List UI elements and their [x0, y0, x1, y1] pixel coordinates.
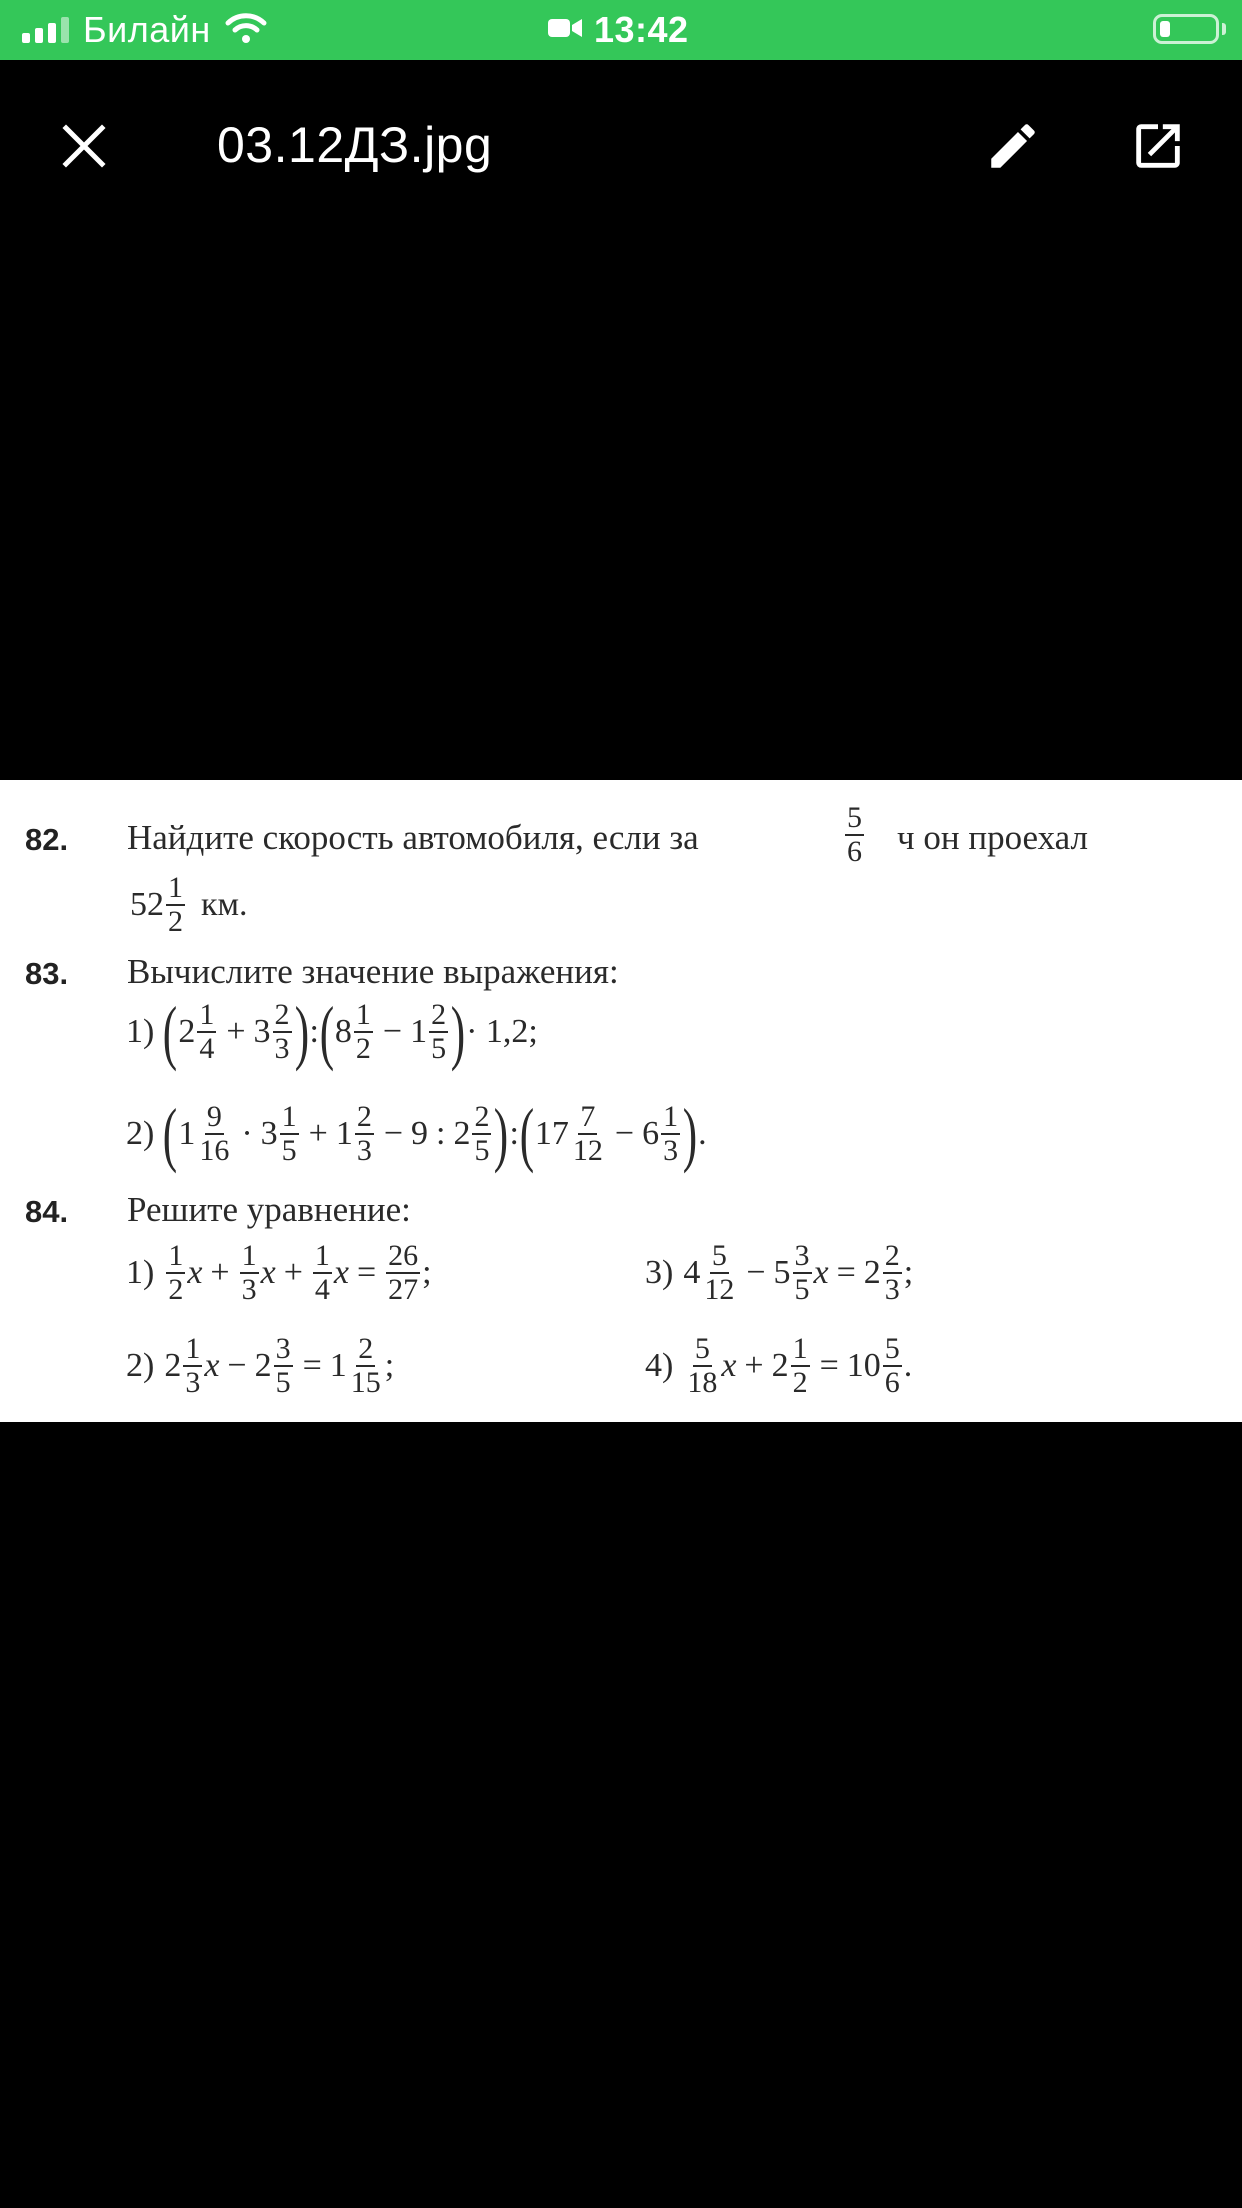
expr-end: . [698, 1115, 707, 1152]
problem-82-line1 [127, 818, 699, 858]
frac-den: 5 [281, 1134, 297, 1167]
frac-num: 1 [354, 999, 373, 1033]
open-external-icon [1129, 117, 1187, 175]
variable-x: x [204, 1347, 220, 1385]
number: 9 [411, 1115, 429, 1152]
file-title: 03.12ДЗ.jpg [217, 117, 493, 173]
frac-den: 3 [663, 1134, 679, 1167]
mixed-whole: 6 [642, 1115, 660, 1152]
operator: = [356, 1254, 377, 1292]
frac-den: 2 [168, 905, 183, 939]
frac-num: 1 [166, 1240, 185, 1274]
mixed-whole: 1 [178, 1115, 196, 1152]
operator: + [210, 1254, 230, 1292]
eq-label: 3) [645, 1254, 674, 1292]
frac-num: 1 [791, 1333, 810, 1367]
image-viewer-content[interactable] [0, 780, 1242, 1422]
operator: − [383, 1115, 404, 1152]
mixed-whole: 1 [335, 1115, 353, 1152]
problem-number-83: 83. [25, 956, 69, 991]
operator: + [283, 1254, 303, 1292]
frac-num: 3 [793, 1240, 812, 1274]
eq-end: . [903, 1347, 913, 1385]
problem-84-equation-3 [645, 1240, 913, 1307]
operator: = [836, 1254, 856, 1292]
mixed-whole: 1 [410, 1013, 428, 1050]
problem-83-prompt: Вычислите значение выражения: [127, 952, 619, 991]
frac-den: 15 [350, 1366, 381, 1400]
operator: + [226, 1013, 246, 1050]
frac-num: 1 [240, 1240, 259, 1274]
close-icon [62, 124, 106, 168]
variable-x: x [187, 1254, 203, 1292]
operator: : [436, 1115, 446, 1152]
frac-den: 4 [199, 1032, 215, 1065]
edit-button[interactable] [975, 108, 1051, 184]
frac-den: 4 [314, 1273, 330, 1307]
frac-num: 1 [313, 1240, 332, 1274]
problem-number-84: 84. [25, 1194, 69, 1229]
frac-num: 7 [578, 1101, 597, 1135]
mixed-whole: 4 [683, 1254, 701, 1292]
frac-num: 26 [386, 1240, 420, 1274]
mixed-whole: 2 [771, 1347, 789, 1385]
frac-den: 3 [356, 1134, 372, 1167]
problem-83-expression-2: 2) ( 1 $\frac{9}{16}$ · 3 $\frac{1}{5}$ + 1 $\frac{2}{3}$ − 9 : 2 $\frac{2}{5}$ ) : ( 17 $\frac{7}{12}$ − 6 $\frac{1}{3}$ ) . [126, 1094, 707, 1174]
operator: : [509, 1115, 519, 1152]
battery-level [1160, 21, 1170, 37]
problem-82-time-fraction [843, 802, 866, 869]
frac-den: 2 [355, 1032, 371, 1065]
status-bar [0, 0, 1242, 60]
problem-82-distance [130, 872, 248, 939]
frac-den: 5 [474, 1134, 490, 1167]
status-center [548, 10, 689, 50]
frac-den: 12 [704, 1273, 735, 1307]
operator: = [819, 1347, 839, 1385]
battery-icon [1153, 14, 1219, 44]
mixed-whole: 2 [453, 1115, 471, 1152]
frac-num: 1 [661, 1101, 680, 1135]
mixed-whole: 3 [260, 1115, 278, 1152]
open-external-button[interactable] [1120, 108, 1196, 184]
frac-num: 2 [273, 999, 292, 1033]
problem-83-expression-1: 1) ( 2 $\frac{1}{4}$ + 3 $\frac{2}{3}$ ) : ( 8 $\frac{1}{2}$ − 1 $\frac{2}{5}$ ) · 1,2; [126, 992, 538, 1072]
mixed-whole: 2 [178, 1013, 196, 1050]
problem-82-text: Найдите скорость автомобиля, если за [127, 818, 699, 857]
frac-num: 1 [183, 1333, 202, 1367]
frac-den: 27 [388, 1273, 419, 1307]
frac-den: 3 [241, 1273, 257, 1307]
frac-num: 5 [710, 1240, 729, 1274]
frac-den: 18 [687, 1366, 718, 1400]
viewer-toolbar [0, 60, 1242, 228]
frac-num: 9 [205, 1101, 224, 1135]
frac-den: 3 [884, 1273, 900, 1307]
frac-num: 1 [166, 872, 185, 906]
frac-den: 16 [199, 1134, 230, 1167]
close-button[interactable] [48, 110, 120, 182]
frac-num: 1 [197, 999, 216, 1033]
problem-84-equation-2 [126, 1333, 394, 1400]
variable-x: x [721, 1347, 737, 1385]
frac-den: 2 [168, 1273, 184, 1307]
operator: · [241, 1115, 253, 1152]
frac-num: 1 [280, 1101, 299, 1135]
eq-end: ; [422, 1254, 432, 1292]
eq-label: 4) [645, 1347, 674, 1385]
status-time: 13:42 [594, 9, 689, 50]
eq-end: ; [384, 1347, 395, 1385]
frac-num: 5 [693, 1333, 712, 1367]
mixed-whole: 2 [254, 1347, 272, 1385]
eq-label: 2) [126, 1347, 155, 1385]
operator: = [302, 1347, 322, 1385]
frac-den: 5 [275, 1366, 291, 1400]
signal-icon [22, 17, 69, 43]
distance-unit: км. [201, 886, 248, 924]
frac-den: 3 [185, 1366, 201, 1400]
operator: − [227, 1347, 247, 1385]
battery-tip [1222, 23, 1226, 35]
variable-x: x [333, 1254, 349, 1292]
wifi-icon [225, 12, 267, 49]
variable-x: x [260, 1254, 276, 1292]
problem-82-text-after: ч он проехал [897, 818, 1088, 857]
problem-84-equation-4 [645, 1333, 912, 1400]
frac-den: 6 [884, 1366, 900, 1400]
operator: − [382, 1013, 403, 1050]
mixed-whole: 5 [773, 1254, 791, 1292]
expr-label: 2) [126, 1115, 155, 1152]
mixed-whole: 8 [334, 1013, 352, 1050]
frac-den: 2 [792, 1366, 808, 1400]
operator: : [309, 1013, 319, 1050]
variable-x: x [813, 1254, 829, 1292]
video-camera-icon [548, 17, 582, 44]
frac-num: 5 [845, 802, 864, 836]
frac-den: 5 [794, 1273, 810, 1307]
operator: + [308, 1115, 328, 1152]
expr-tail: · 1,2; [466, 1013, 538, 1050]
problem-84-equation-1 [126, 1240, 432, 1307]
expr-label: 1) [126, 1013, 155, 1050]
frac-num: 2 [429, 999, 448, 1033]
problem-number-82: 82. [25, 822, 69, 857]
frac-num: 2 [356, 1333, 375, 1367]
mixed-whole: 10 [846, 1347, 881, 1385]
frac-num: 2 [472, 1101, 491, 1135]
frac-num: 5 [883, 1333, 902, 1367]
mixed-whole: 3 [253, 1013, 271, 1050]
frac-num: 2 [355, 1101, 374, 1135]
mixed-whole: 1 [329, 1347, 347, 1385]
frac-den: 5 [431, 1032, 447, 1065]
status-left [22, 10, 267, 50]
operator: − [614, 1115, 635, 1152]
carrier-name: Билайн [83, 9, 211, 50]
operator: + [744, 1347, 764, 1385]
eq-label: 1) [126, 1254, 155, 1292]
frac-num: 2 [883, 1240, 902, 1274]
frac-num: 3 [274, 1333, 293, 1367]
frac-den: 3 [274, 1032, 290, 1065]
frac-den: 6 [847, 835, 862, 869]
operator: − [746, 1254, 766, 1292]
problem-84-prompt: Решите уравнение: [127, 1190, 411, 1229]
edit-pencil-icon [984, 117, 1042, 175]
distance-whole: 52 [130, 886, 164, 924]
frac-den: 12 [572, 1134, 603, 1167]
mixed-whole: 2 [164, 1347, 182, 1385]
eq-end: ; [903, 1254, 914, 1292]
mixed-whole: 17 [534, 1115, 569, 1152]
mixed-whole: 2 [863, 1254, 881, 1292]
